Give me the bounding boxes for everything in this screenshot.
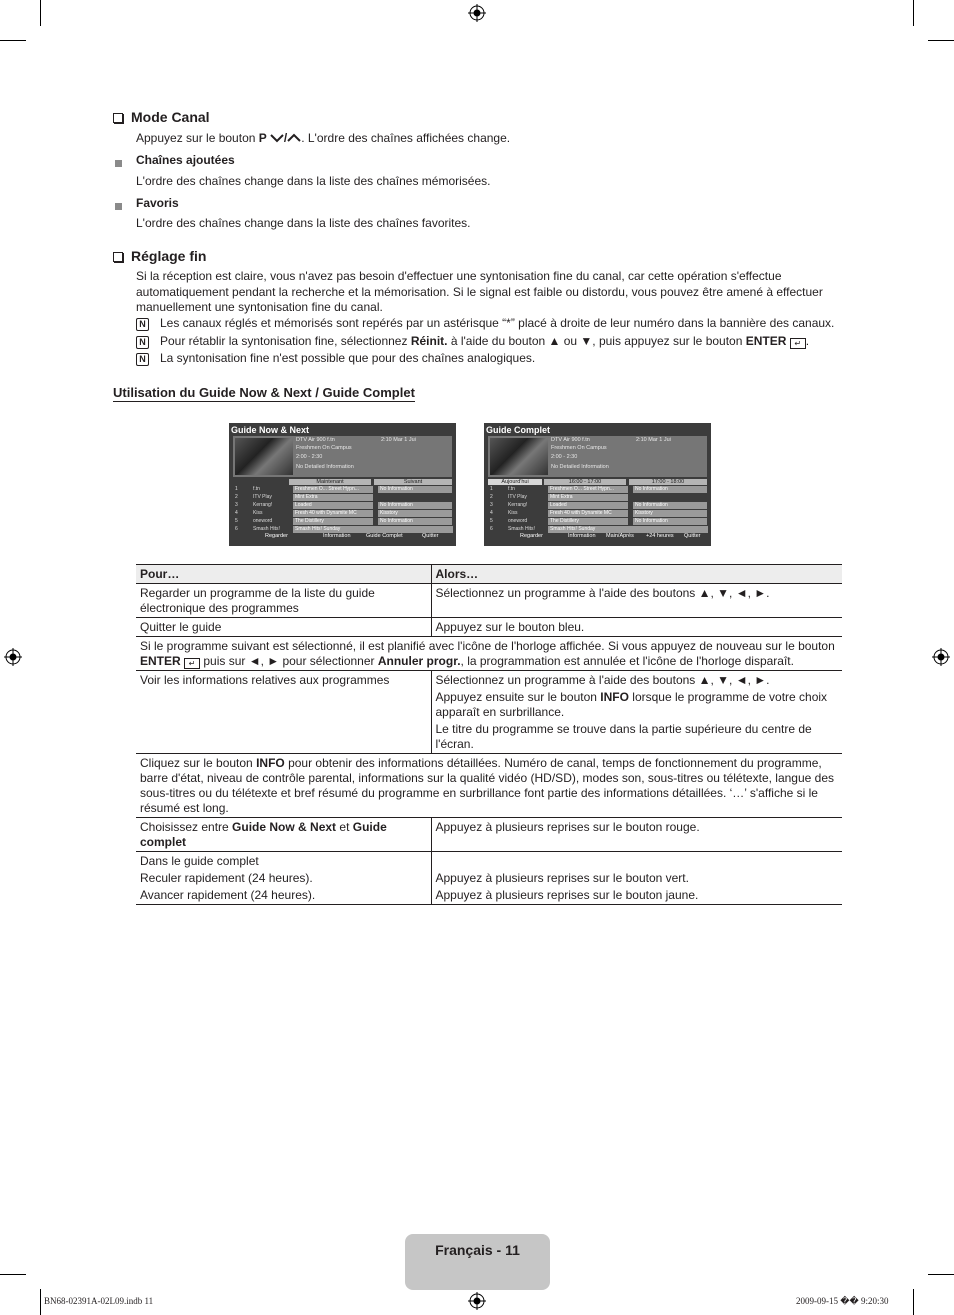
note-text: Les canaux réglés et mémorisés sont repérés par un astérisque “*” placé à droite de leur numéro dans la bannière des canaux. <box>160 316 835 330</box>
channel-row[interactable]: 2 ITV Play Mint Extra <box>488 494 707 501</box>
checkbox-bullet-icon <box>113 113 123 123</box>
guide-actions-table <box>136 564 842 905</box>
column-next: Suivant <box>374 479 452 485</box>
square-bullet-icon <box>115 156 122 170</box>
program-hours: 2:00 - 2:30 <box>296 454 323 460</box>
table-row <box>136 618 842 637</box>
note-text: La syntonisation fine n'est possible que pour des chaînes analogiques. <box>160 351 536 365</box>
note-text: Pour rétablir la syntonisation fine, sélectionnez Réinit. à l'aide du bouton ▲ ou ▼, puis appuyez sur le bouton ENTER ↵ . <box>160 334 810 348</box>
reglage-fin-paragraph: Si la réception est claire, vous n'avez pas besoin d'effectuer une syntonisation fine du canal, car cette opération s'effectue automatiquement pendant la recherche et la mémorisation. Si le signal est faible ou distordu, vous pouvez être amené à effectuer manuellement une syntonisation fine du canal. <box>136 269 823 314</box>
text: Appuyez ensuite sur le bouton INFO lorsque le programme de votre choix apparaît en surbrillance. <box>435 690 828 719</box>
page-number-tab <box>405 1234 550 1290</box>
guide-complet-screen <box>484 423 711 546</box>
cell-alors: Appuyez sur le bouton bleu. <box>431 618 842 637</box>
program-detail: No Detailed Information <box>551 464 609 470</box>
table-row <box>136 637 842 671</box>
text: Appuyez à plusieurs reprises sur le bouton vert. <box>435 871 689 885</box>
footer-24-heures: +24 heures <box>646 533 674 539</box>
crop-mark <box>40 0 41 26</box>
clock: 2:10 Mar 1 Jui <box>636 437 671 443</box>
section-heading-mode-canal <box>113 109 210 125</box>
program-detail: No Detailed Information <box>296 464 354 470</box>
note-icon: N <box>136 334 149 349</box>
print-timestamp: 2009-09-15 �� 9:20:30 <box>796 1296 889 1306</box>
table-row <box>136 754 842 818</box>
checkbox-bullet-icon <box>113 252 123 262</box>
heading-text: Réglage fin <box>131 248 207 264</box>
channel-row[interactable]: 3 Kerrang! Loaded No Information <box>233 502 452 509</box>
crop-mark <box>40 1289 41 1315</box>
text: Le titre du programme se trouve dans la partie supérieure du centre de l'écran. <box>435 722 812 751</box>
table-row <box>136 818 842 852</box>
heading-text: Mode Canal <box>131 109 210 125</box>
clock: 2:10 Mar 1 Jui <box>381 437 416 443</box>
column-slot1: 16:00 - 17:00 <box>544 479 626 485</box>
footer-information: Information <box>323 533 351 539</box>
channel-row[interactable]: 5 oneword The Distillery No Information <box>233 518 452 525</box>
registration-mark-icon <box>468 1292 486 1310</box>
cell-pour <box>136 852 431 905</box>
text: Dans le guide complet <box>140 854 259 868</box>
screen-title: Guide Complet <box>486 425 551 435</box>
enter-icon: ↵ <box>790 338 806 349</box>
text: Appuyez sur le bouton <box>136 131 259 145</box>
footer-regarder: Regarder <box>265 533 288 539</box>
section-heading-reglage-fin <box>113 248 206 264</box>
cell-alors <box>431 671 842 754</box>
page-number: Français - 11 <box>435 1242 520 1258</box>
text: ENTER <box>745 334 787 348</box>
table-header-row <box>136 565 842 584</box>
text: à l'aide du bouton ▲ ou ▼, puis appuyez sur le bouton <box>447 334 746 348</box>
square-bullet-icon <box>115 199 122 213</box>
item-text: L'ordre des chaînes change dans la liste des chaînes favorites. <box>136 216 471 230</box>
channel-row[interactable]: 1 f.tn Freshmen O... Street Hypn... No Information <box>233 486 452 493</box>
crop-mark <box>0 40 26 41</box>
footer-main-apres: Main/Après <box>606 533 634 539</box>
crop-mark <box>928 1274 954 1275</box>
channel-row[interactable]: 3 Kerrang! Loaded No Information <box>488 502 707 509</box>
cell-pour: Quitter le guide <box>136 618 431 637</box>
chevron-up-icon <box>287 133 301 143</box>
registration-mark-icon <box>468 4 486 22</box>
cell-pour: Regarder un programme de la liste du guide électronique des programmes <box>136 584 431 618</box>
crop-mark <box>928 40 954 41</box>
text: Réinit. <box>410 334 448 348</box>
enter-icon: ↵ <box>184 658 200 669</box>
note-icon: N <box>136 316 149 331</box>
info-banner <box>233 436 452 477</box>
info-banner <box>488 436 707 477</box>
cell-full-width: Si le programme suivant est sélectionné, il est planifié avec l'icône de l'horloge affichée. Si vous appuyez de nouveau sur le bouton ENTER ↵ puis sur ◄, ► pour sélectionner Annuler progr., la programmation est annulée et l'icône de l'horloge disparaît. <box>136 637 842 671</box>
note-icon: N <box>136 351 149 366</box>
text: Sélectionnez un programme à l'aide des boutons ▲, ▼, ◄, ►. <box>435 673 770 687</box>
channel-row[interactable]: 2 ITV Play Mint Extra <box>233 494 452 501</box>
cell-full-width: Cliquez sur le bouton INFO pour obtenir des informations détaillées. Numéro de canal, temps de fonctionnement du programme, barre d'état, niveau de contrôle parental, informations sur la qualité vidéo (HD/SD), modes son, sous-titres ou télétexte, langue des sous-titres ou du télétexte et bref résumé du programme en surbrillance font partie des informations détaillées. ‘…’ s'affiche si le résumé est long. <box>136 754 842 818</box>
video-thumbnail <box>235 438 293 475</box>
cell-alors: Sélectionnez un programme à l'aide des boutons ▲, ▼, ◄, ►. <box>431 584 842 618</box>
channel-row[interactable]: 5 oneword The Distillery No Information <box>488 518 707 525</box>
mode-canal-intro: Appuyez sur le bouton P / . L'ordre des chaînes affichées change. <box>136 131 511 145</box>
crop-mark <box>0 1274 26 1275</box>
column-today: Aujourd'hui <box>488 479 542 485</box>
file-slug: BN68-02391A-02L09.indb 11 <box>44 1296 154 1306</box>
item-text: L'ordre des chaînes change dans la liste des chaînes mémorisées. <box>136 174 491 188</box>
channel-row[interactable]: 1 f.tn Freshmen O... Street Hypn... No Information <box>488 486 707 493</box>
text: Appuyez à plusieurs reprises sur le bouton jaune. <box>435 888 699 902</box>
program-name: Freshmen On Campus <box>296 445 352 451</box>
crop-mark <box>913 1289 914 1315</box>
channel-row[interactable]: 4 Kiss Fresh 40 with Dynamite MC Kisstory <box>233 510 452 517</box>
footer-quitter: Quitter <box>422 533 439 539</box>
screen-title: Guide Now & Next <box>231 425 310 435</box>
column-header-alors: Alors… <box>431 565 842 584</box>
cell-alors: Appuyez à plusieurs reprises sur le bouton rouge. <box>431 818 842 852</box>
footer-guide-complet: Guide Complet <box>366 533 403 539</box>
crop-mark <box>913 0 914 26</box>
video-thumbnail <box>490 438 548 475</box>
cell-pour: Voir les informations relatives aux programmes <box>136 671 431 754</box>
channel-row[interactable]: 6 Smash Hits! Smash Hits! Sunday <box>488 526 707 533</box>
program-name: Freshmen On Campus <box>551 445 607 451</box>
item-title-chaines-ajoutees: Chaînes ajoutées <box>136 153 235 167</box>
column-slot2: 17:00 - 18:00 <box>629 479 707 485</box>
text: Avancer rapidement (24 heures). <box>140 888 316 902</box>
cell-pour: Choisissez entre Guide Now & Next et Guide complet <box>136 818 431 852</box>
registration-mark-icon <box>932 648 950 666</box>
item-title-favoris: Favoris <box>136 196 179 210</box>
guide-now-next-screen <box>229 423 456 546</box>
channel-row[interactable]: 4 Kiss Fresh 40 with Dynamite MC Kisstory <box>488 510 707 517</box>
column-now: Maintenant <box>289 479 371 485</box>
footer-information: Information <box>568 533 596 539</box>
column-header-pour: Pour… <box>136 565 431 584</box>
cell-alors <box>431 852 842 905</box>
channel-name: DTV Air 900 f.tn <box>296 437 335 443</box>
channel-row[interactable]: 6 Smash Hits! Smash Hits! Sunday <box>233 526 452 533</box>
footer-quitter: Quitter <box>684 533 701 539</box>
chevron-down-icon <box>270 133 284 143</box>
p-button-label: P <box>258 131 270 145</box>
channel-name: DTV Air 900 f.tn <box>551 437 590 443</box>
table-row <box>136 584 842 618</box>
footer-regarder: Regarder <box>520 533 543 539</box>
text: . L'ordre des chaînes affichées change. <box>301 131 511 145</box>
text: Pour rétablir la syntonisation fine, sélectionnez <box>160 334 411 348</box>
table-row <box>136 852 842 905</box>
program-hours: 2:00 - 2:30 <box>551 454 578 460</box>
registration-mark-icon <box>4 648 22 666</box>
guide-section-heading: Utilisation du Guide Now & Next / Guide Complet <box>113 385 415 400</box>
text: Reculer rapidement (24 heures). <box>140 871 313 885</box>
table-row <box>136 671 842 754</box>
